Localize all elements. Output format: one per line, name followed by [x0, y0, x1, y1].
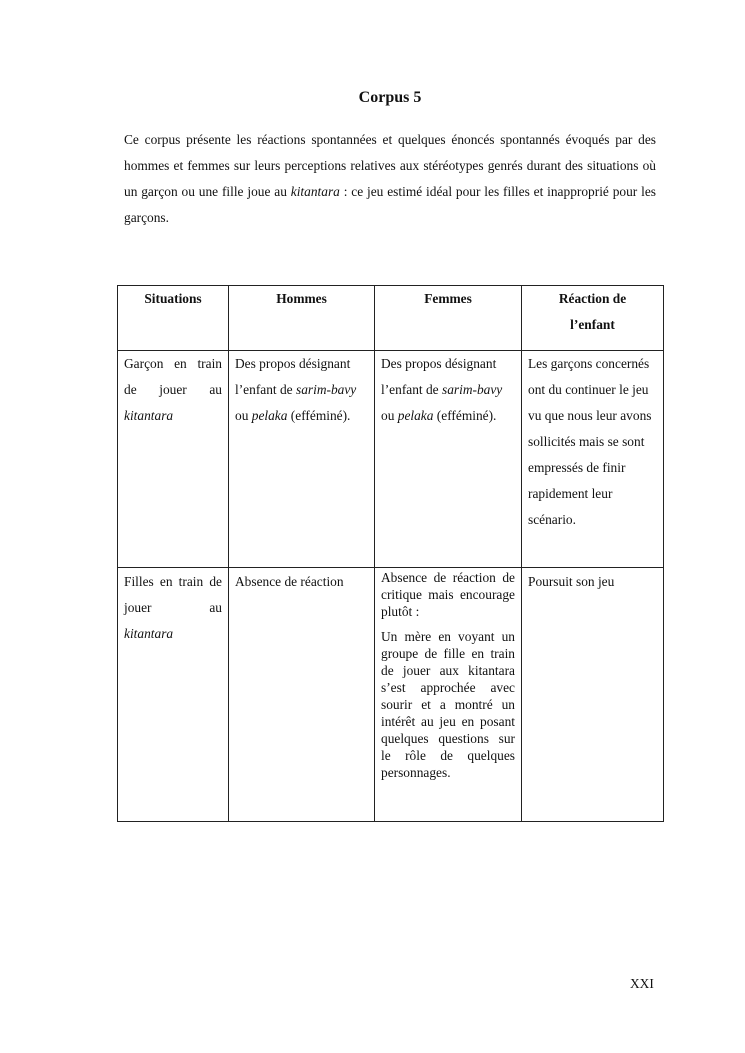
situation-term: kitantara	[124, 408, 174, 423]
femmes-term1: sarim-bavy	[441, 382, 503, 397]
femmes-paragraph-1: Absence de réaction de critique mais encourage plutôt :	[381, 570, 515, 619]
header-reaction-line1: Réaction de	[558, 291, 627, 306]
situation-cell	[118, 351, 229, 568]
hommes-mid: ou	[235, 408, 252, 423]
intro-text-part2: : ce jeu estimé idéal pour les filles et inapproprié pour les garçons.	[124, 184, 656, 225]
situation-cell	[118, 568, 229, 822]
header-hommes: Hommes	[229, 286, 375, 351]
header-reaction	[522, 286, 664, 351]
page-title: Corpus 5	[358, 89, 422, 106]
header-femmes: Femmes	[375, 286, 522, 351]
hommes-term1: sarim-bavy	[295, 382, 357, 397]
femmes-paragraph-2: Un mère en voyant un groupe de fille en train de jouer aux kitantara s’est approchée avec sourir et a montré un intérêt au jeu en posant quelques questions sur le rôle de quelques personnages.	[381, 629, 515, 780]
intro-term: kitantara	[290, 184, 340, 199]
situation-term: kitantara	[124, 626, 174, 641]
header-situations: Situations	[118, 286, 229, 351]
header-reaction-line2: l’enfant	[570, 317, 615, 332]
intro-paragraph	[124, 127, 656, 231]
hommes-post: (efféminé).	[287, 408, 351, 423]
intro-text-part1: Ce corpus présente les réactions spontannées et quelques énoncés spontannés évoqués par des hommes et femmes sur leurs perceptions relatives aux stéréotypes genrés durant des situations où un garçon ou une fille joue au	[124, 132, 656, 199]
reaction-cell: Les garçons concernés ont du continuer le jeu vu que nous leur avons sollicités mais se sont empressés de finir rapidement leur scénario.	[522, 351, 664, 568]
femmes-cell	[375, 568, 522, 822]
page-number: XXI	[630, 976, 654, 991]
hommes-term2: pelaka	[251, 408, 288, 423]
table-header-row	[118, 286, 664, 351]
corpus-table	[117, 285, 664, 822]
femmes-cell	[375, 351, 522, 568]
hommes-cell	[229, 351, 375, 568]
table-row	[118, 351, 664, 568]
hommes-cell: Absence de réaction	[229, 568, 375, 822]
hommes-text: Des propos désignant l’enfant de	[235, 356, 351, 397]
femmes-term2: pelaka	[397, 408, 434, 423]
table-row	[118, 568, 664, 822]
femmes-post: (efféminé).	[433, 408, 497, 423]
situation-text: Garçon en train de jouer au	[124, 356, 222, 397]
femmes-mid: ou	[381, 408, 398, 423]
situation-text: Filles en train de jouer au	[124, 574, 222, 615]
reaction-cell: Poursuit son jeu	[522, 568, 664, 822]
femmes-text: Des propos désignant l’enfant de	[381, 356, 497, 397]
